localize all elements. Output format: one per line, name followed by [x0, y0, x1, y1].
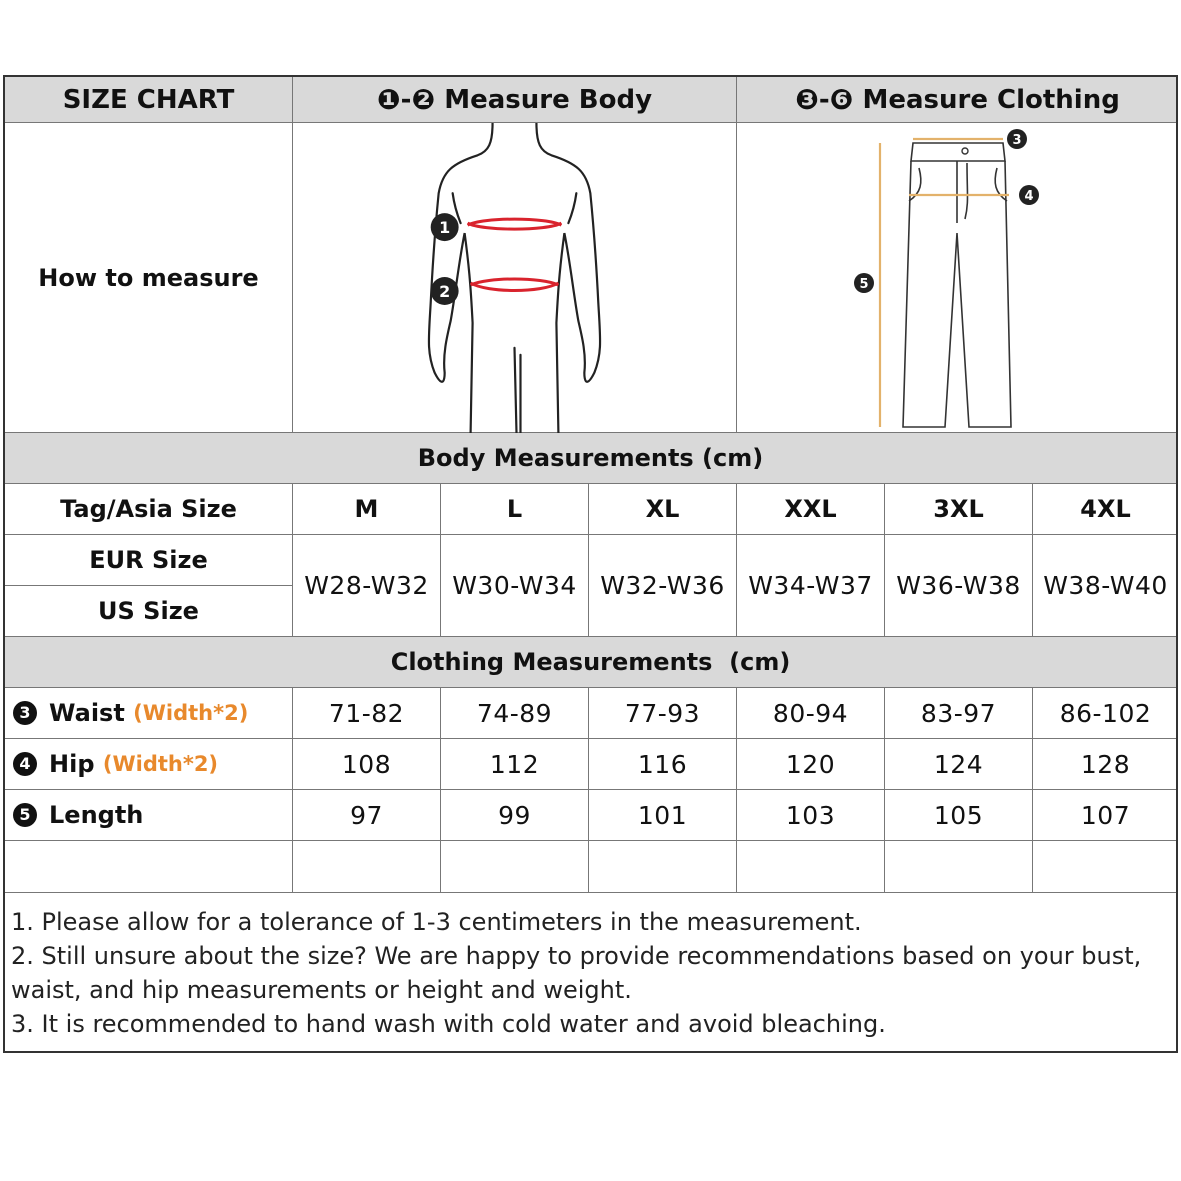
waist-range-3xl: W36-W38 [885, 535, 1033, 636]
marker-5-icon: 5 [13, 803, 37, 827]
tag-size-row [5, 484, 1176, 535]
waist-label: 3 Waist (Width*2) [5, 688, 293, 738]
waist-xl: 77-93 [589, 688, 737, 738]
note-1: 1. Please allow for a tolerance of 1-3 centimeters in the measurement. [11, 908, 862, 936]
marker-4-icon: 4 [13, 752, 37, 776]
clothing-marker-3 [1007, 129, 1027, 149]
eur-size-label: EUR Size [5, 535, 292, 586]
us-size-label: US Size [98, 596, 199, 625]
size-chart-title: SIZE CHART [5, 77, 293, 122]
tag-size-label: Tag/Asia Size [5, 484, 293, 534]
pants-figure-illustration [737, 123, 1178, 433]
waist-xxl: 80-94 [737, 688, 885, 738]
svg-text:5: 5 [859, 276, 869, 292]
empty-row [5, 841, 1176, 893]
marker-3-icon: 3 [13, 701, 37, 725]
marker-3-icon: ❸ [795, 83, 819, 116]
clothing-marker-5 [854, 273, 874, 293]
hip-3xl: 124 [885, 739, 1033, 789]
marker-2-icon: ❷ [411, 83, 436, 116]
body-figure-illustration [293, 123, 736, 433]
svg-text:2: 2 [439, 281, 451, 301]
length-xl: 101 [589, 790, 737, 840]
clothing-measurements-header [5, 637, 1176, 688]
how-to-measure-row [5, 123, 1176, 433]
hip-row [5, 739, 1176, 790]
length-m: 97 [293, 790, 441, 840]
length-xxl: 103 [737, 790, 885, 840]
eur-us-size-rows [5, 535, 1176, 637]
waist-range-l: W30-W34 [441, 535, 589, 636]
note-3: 3. It is recommended to hand wash with cold water and avoid bleaching. [11, 1010, 886, 1038]
waist-l: 74-89 [441, 688, 589, 738]
clothing-measurements-title: Clothing Measurements (cm) [390, 648, 791, 676]
waist-4xl: 86-102 [1059, 698, 1152, 728]
waist-range-m: W28-W32 [293, 535, 441, 636]
waist-3xl: 83-97 [885, 688, 1033, 738]
hip-l: 112 [441, 739, 589, 789]
pants-figure-cell [737, 123, 1178, 432]
length-l: 99 [441, 790, 589, 840]
hip-m: 108 [293, 739, 441, 789]
body-marker-2 [431, 277, 459, 305]
waist-range-xl: W32-W36 [589, 535, 737, 636]
body-marker-1 [431, 213, 459, 241]
notes-section [5, 893, 1176, 1041]
waist-range-xxl: W34-W37 [737, 535, 885, 636]
measure-body-header: ❶ - ❷ Measure Body [293, 77, 737, 122]
waist-range-4xl: W38-W40 [1043, 571, 1168, 600]
hip-label: 4 Hip (Width*2) [5, 739, 293, 789]
length-label: 5 Length [5, 790, 293, 840]
header-row [5, 77, 1176, 123]
size-xl: XL [589, 484, 737, 534]
size-3xl: 3XL [885, 484, 1033, 534]
marker-6-icon: ❻ [829, 83, 854, 116]
body-measurements-title: Body Measurements (cm) [417, 444, 764, 472]
waist-row [5, 688, 1176, 739]
size-l: L [441, 484, 589, 534]
measure-clothing-header: ❸ - ❻ Measure Clothing [795, 83, 1120, 116]
size-m: M [293, 484, 441, 534]
how-to-measure-label: How to measure [5, 123, 293, 432]
hip-xl: 116 [589, 739, 737, 789]
size-4xl: 4XL [1080, 495, 1131, 523]
length-row [5, 790, 1176, 841]
size-chart-table [3, 75, 1178, 1053]
length-4xl: 107 [1080, 800, 1131, 830]
waist-m: 71-82 [293, 688, 441, 738]
length-3xl: 105 [885, 790, 1033, 840]
hip-xxl: 120 [737, 739, 885, 789]
svg-text:3: 3 [1012, 132, 1022, 148]
size-xxl: XXL [737, 484, 885, 534]
hip-4xl: 128 [1080, 749, 1131, 779]
body-measurements-header [5, 433, 1176, 484]
note-2: 2. Still unsure about the size? We are happy to provide recommendations based on your bust, waist, and hip measurements or height and weight. [11, 942, 1142, 1004]
svg-text:4: 4 [1024, 188, 1034, 204]
svg-text:1: 1 [439, 217, 451, 237]
marker-1-icon: ❶ [376, 83, 401, 116]
body-figure-cell [293, 123, 737, 432]
clothing-marker-4 [1019, 185, 1039, 205]
